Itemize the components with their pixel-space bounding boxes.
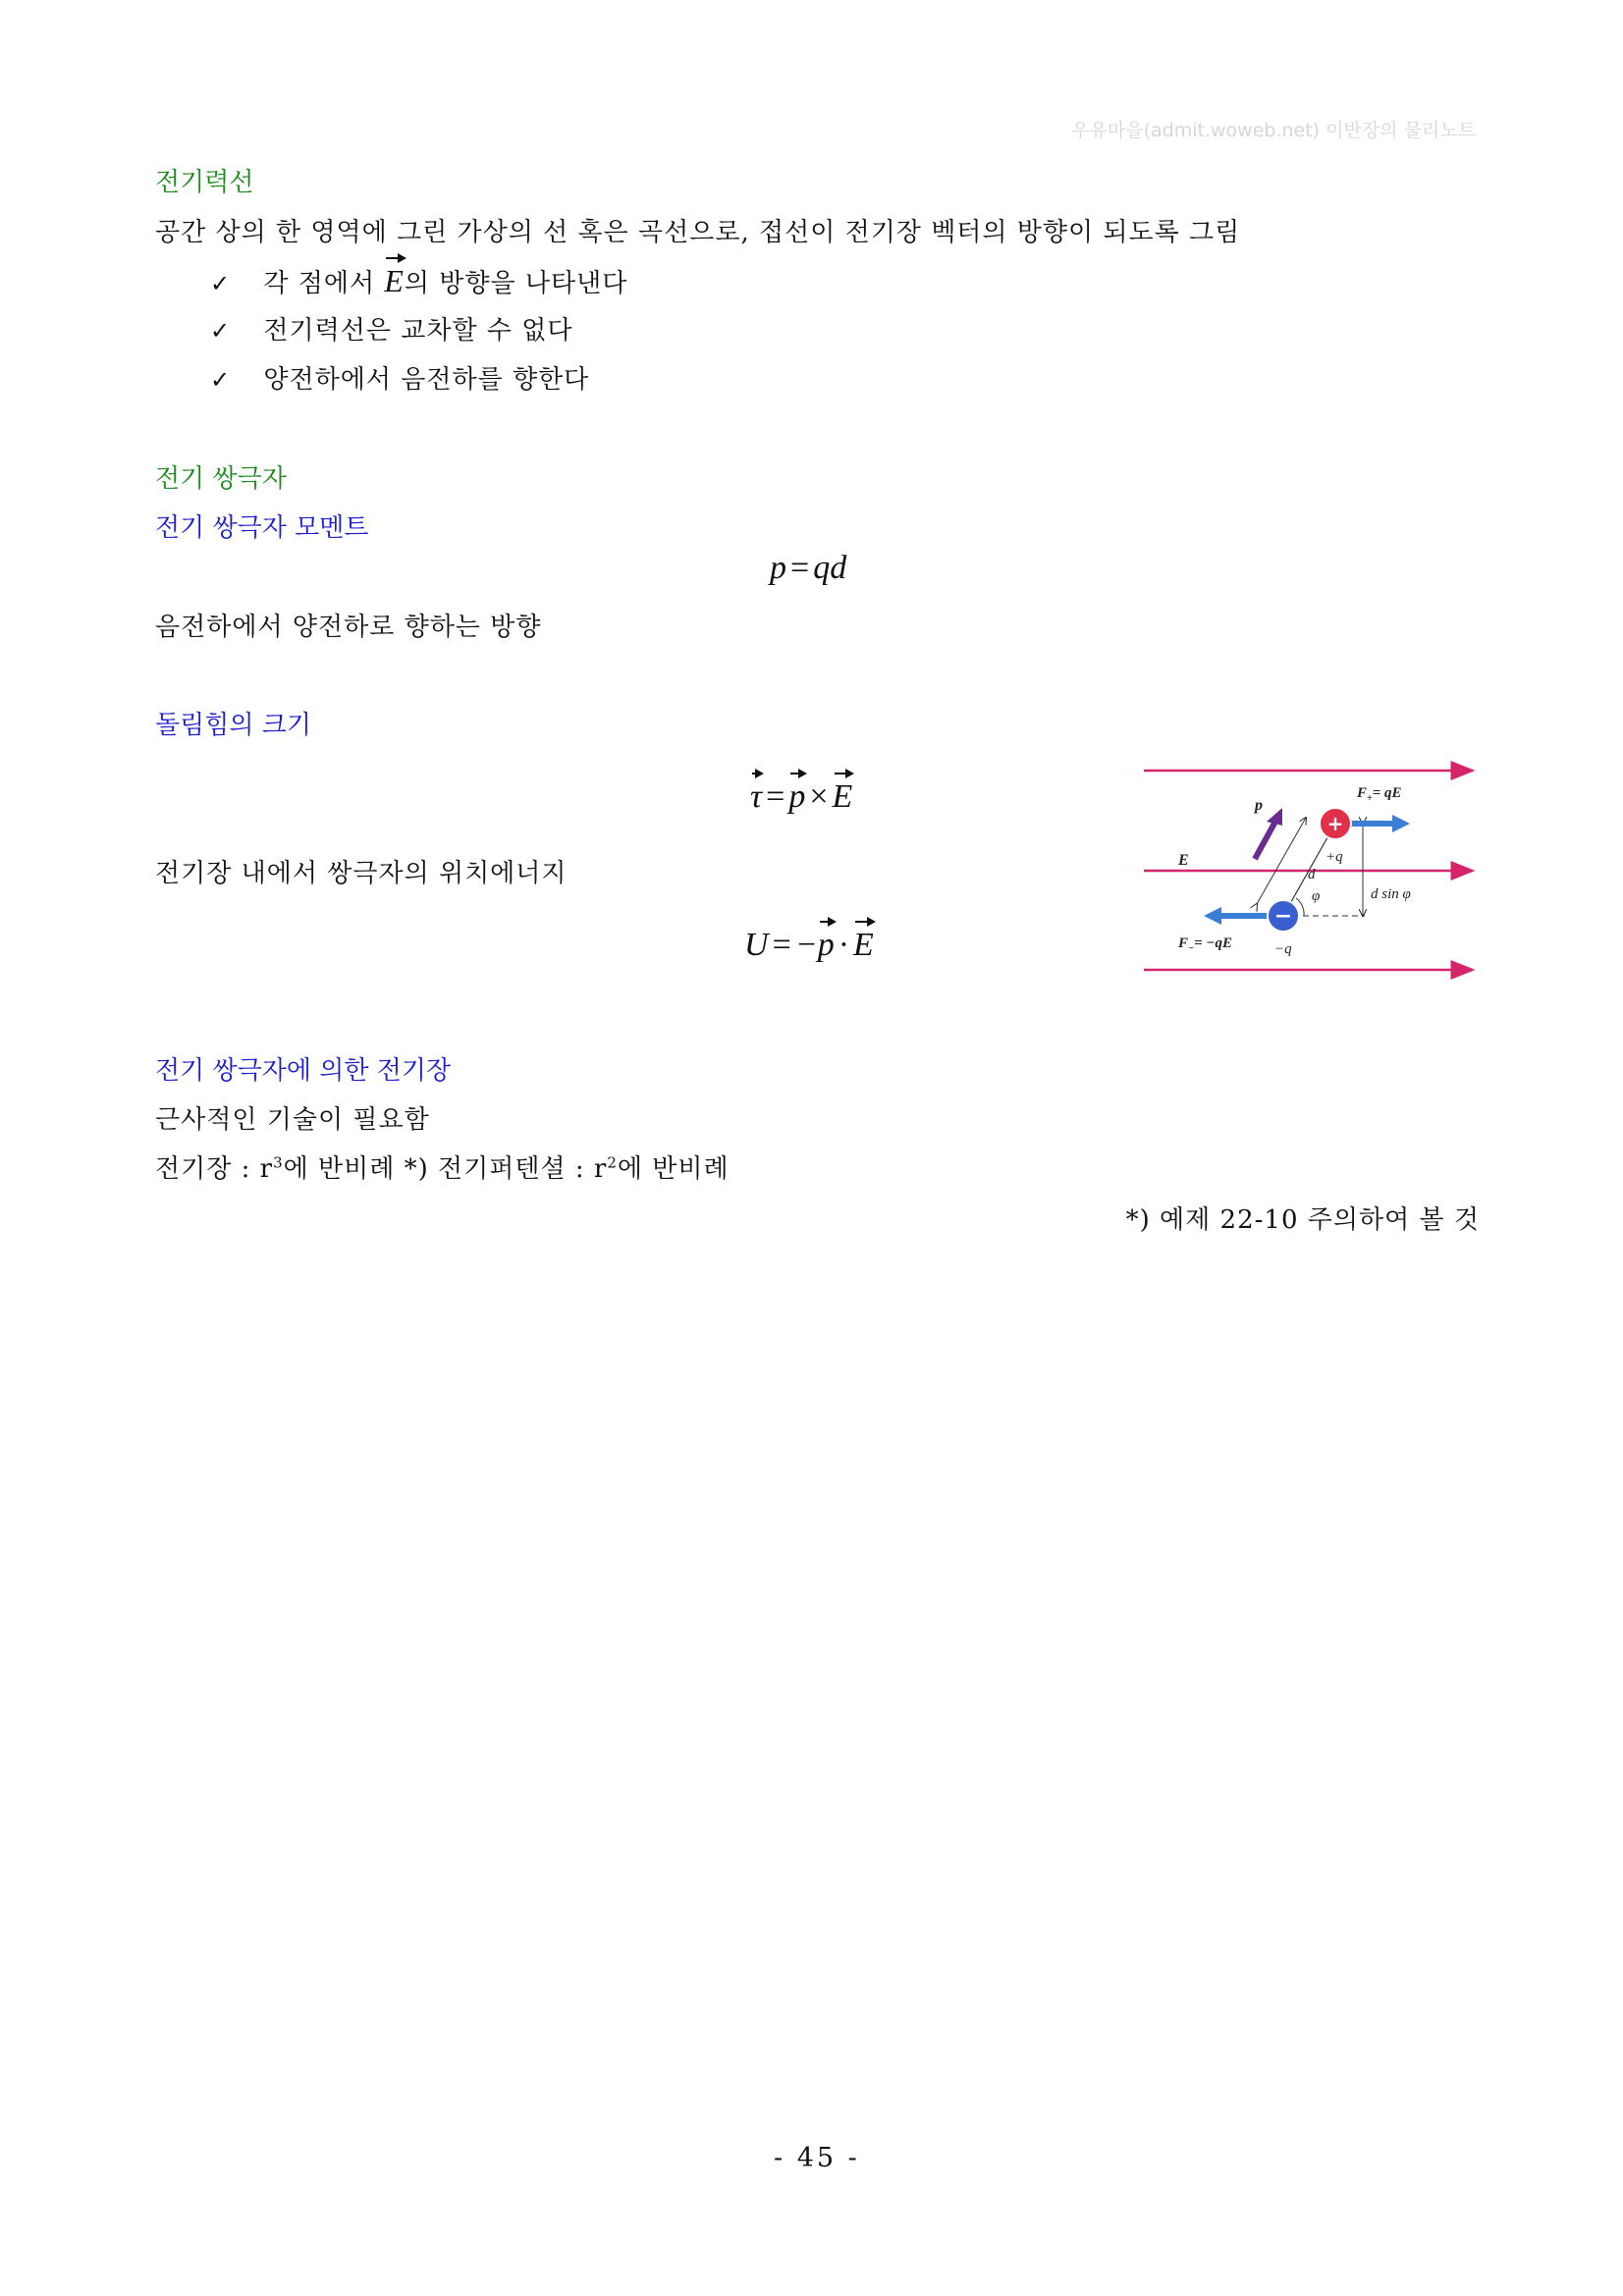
dsin-label: d sin φ <box>1371 886 1411 902</box>
bullet-item: ✓ 전기력선은 교차할 수 없다 <box>210 316 573 346</box>
d-label: d <box>1308 867 1316 882</box>
force-minus-head <box>1204 907 1221 925</box>
force-minus-label: $F_-= -qE$ <box>1178 935 1232 954</box>
moment-label: p <box>1255 797 1263 814</box>
moment-arrow-shaft <box>1255 820 1276 859</box>
example-note: *) 예제 22-10 주의하여 볼 것 <box>1125 1205 1480 1235</box>
field-label: E <box>1178 852 1189 869</box>
bullet-item: ✓ 양전하에서 음전하를 향한다 <box>210 365 590 395</box>
charge-minus-label: −q <box>1274 941 1292 957</box>
subheading-dipole-field: 전기 쌍극자에 의한 전기장 <box>155 1056 452 1086</box>
dipole-moment-equation: p = qd <box>770 550 847 586</box>
section-heading-dipole: 전기 쌍극자 <box>155 464 287 494</box>
d-dimension-arrow <box>1257 818 1306 904</box>
torque-equation: τ = p × E <box>750 778 853 815</box>
moment-arrow-head <box>1267 808 1282 826</box>
force-plus-label: $F_+=$ qE <box>1357 785 1402 804</box>
dipole-direction-text: 음전하에서 양전하로 향하는 방향 <box>155 613 542 642</box>
checkmark-icon: ✓ <box>210 366 232 394</box>
subheading-torque: 돌림힘의 크기 <box>155 711 311 740</box>
vector-e: E <box>384 263 405 298</box>
phi-label: φ <box>1312 888 1321 904</box>
charge-plus-label: +q <box>1325 849 1343 865</box>
field-lines-definition: 공간 상의 한 영역에 그린 가상의 선 혹은 곡선으로, 접선이 전기장 벡터의 방향이 되도록 그림 <box>155 218 1241 247</box>
force-plus-head <box>1392 815 1410 832</box>
potential-energy-equation: U = −p · E <box>744 927 874 963</box>
checkmark-icon: ✓ <box>210 270 232 297</box>
page-number: - 45 - <box>774 2143 860 2173</box>
bullet-item: ✓ 각 점에서 E의 방향을 나타낸다 <box>210 263 628 298</box>
approximation-text: 근사적인 기술이 필요함 <box>155 1105 430 1135</box>
potential-energy-label: 전기장 내에서 쌍극자의 위치에너지 <box>155 859 568 888</box>
page-header: 우유마을(admit.woweb.net) 이반장의 물리노트 <box>1071 120 1476 141</box>
minus-sign: − <box>1273 904 1293 929</box>
checkmark-icon: ✓ <box>210 317 232 345</box>
plus-sign: + <box>1326 812 1344 835</box>
dipole-field-figure <box>1139 761 1483 982</box>
subheading-dipole-moment: 전기 쌍극자 모멘트 <box>155 513 369 543</box>
section-heading-field-lines: 전기력선 <box>155 168 254 197</box>
inverse-proportion-text: 전기장 : $r^3$에 반비례 *) 전기퍼텐셜 : $r^2$에 반비례 <box>155 1153 730 1184</box>
